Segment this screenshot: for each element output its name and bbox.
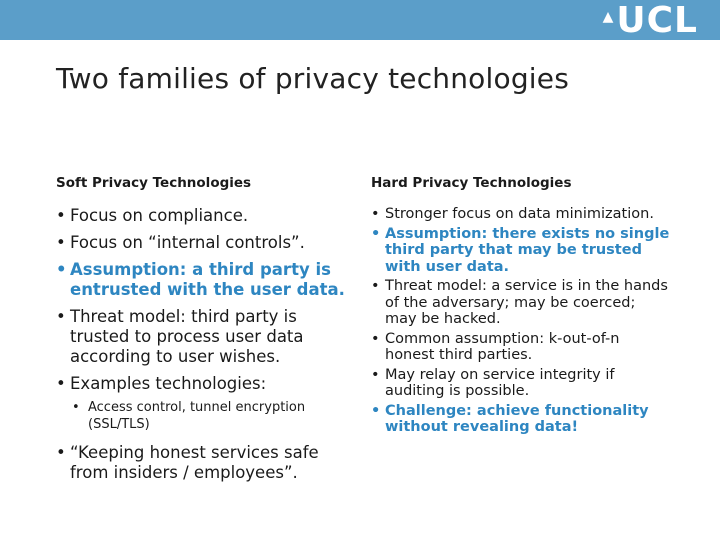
list-item: • Assumption: a third party is entrusted with the user data.: [56, 260, 345, 299]
list-item: • Stronger focus on data minimization.: [371, 206, 654, 222]
bullet-icon: •: [56, 206, 66, 225]
bullet-icon: •: [371, 366, 380, 383]
portico-icon: ▲: [602, 9, 615, 25]
header-bar: [0, 0, 720, 40]
slide-title: Two families of privacy technologies: [56, 62, 569, 95]
bullet-icon: •: [56, 374, 66, 393]
list-item: • “Keeping honest services safe from insiders / employees”.: [56, 443, 319, 482]
sub-list-item: • Access control, tunnel encryption (SSL/TLS): [72, 400, 306, 432]
logo-text: UCL: [616, 0, 698, 41]
soft-privacy-column: [56, 174, 356, 490]
ucl-logo: [603, 2, 698, 40]
bullet-icon: •: [371, 225, 381, 242]
soft-privacy-list: [56, 206, 356, 483]
list-item: • Examples technologies:: [56, 374, 267, 393]
bullet-icon: •: [56, 260, 67, 279]
list-item: • Threat model: third party is trusted to process user data according to user wishes.: [56, 307, 304, 366]
bullet-icon: •: [371, 330, 380, 347]
bullet-icon: •: [56, 307, 66, 326]
hard-privacy-column: [371, 174, 671, 439]
list-item: • Assumption: there exists no single third party that may be trusted with user data.: [371, 225, 670, 275]
list-item: • Focus on compliance.: [56, 206, 249, 225]
hard-privacy-heading: Hard Privacy Technologies: [371, 175, 572, 191]
list-item: • Threat model: a service is in the hands of the adversary; may be coerced; may be hacked.: [371, 278, 668, 327]
bullet-icon: •: [371, 206, 380, 222]
list-item: • Focus on “internal controls”.: [56, 233, 305, 252]
hard-privacy-list: [371, 206, 671, 436]
soft-privacy-heading: Soft Privacy Technologies: [56, 175, 252, 191]
bullet-icon: •: [56, 233, 66, 252]
bullet-icon: •: [371, 402, 381, 419]
bullet-icon: •: [72, 400, 80, 415]
list-item: • Challenge: achieve functionality without revealing data!: [371, 402, 649, 435]
bullet-icon: •: [56, 443, 66, 462]
list-item: • May relay on service integrity if auditing is possible.: [371, 366, 615, 399]
bullet-icon: •: [371, 278, 380, 294]
list-item: • Common assumption: k-out-of-n honest third parties.: [371, 330, 620, 363]
